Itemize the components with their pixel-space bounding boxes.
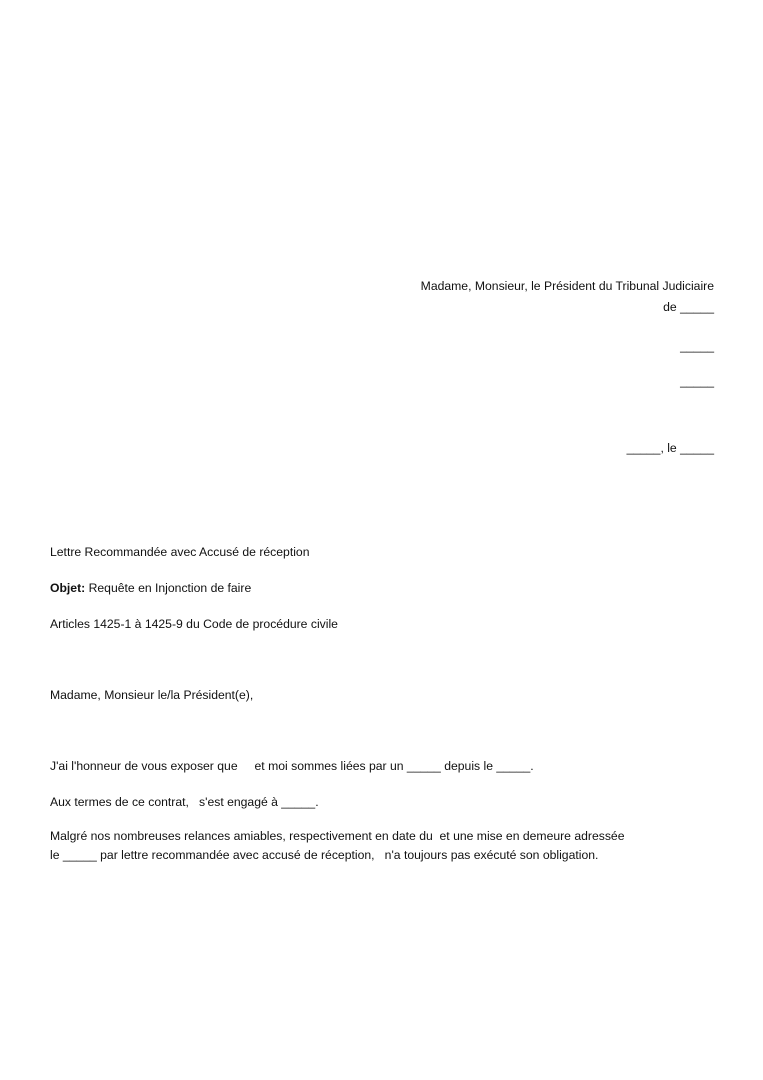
recipient-line-1: Madame, Monsieur, le Président du Tribunal Judiciaire [420, 279, 714, 293]
recipient-line-3: _____ [680, 339, 714, 353]
objet-line [50, 579, 251, 598]
recipient-line-2: de _____ [663, 300, 714, 314]
body-paragraph-1: J'ai l'honneur de vous exposer que et moi sommes liées par un _____ depuis le _____. [50, 759, 534, 773]
mode-envoi: Lettre Recommandée avec Accusé de réception [50, 545, 310, 559]
body-paragraph-3-line-1: Malgré nos nombreuses relances amiables, respectivement en date du et une mise en demeure adressée [50, 829, 625, 843]
objet-label: Objet: [50, 581, 86, 595]
body-paragraph-3-line-2: le _____ par lettre recommandée avec accusé de réception, n'a toujours pas exécuté son obligation. [50, 848, 599, 862]
place-date: _____, le _____ [626, 441, 714, 455]
salutation: Madame, Monsieur le/la Président(e), [50, 688, 254, 702]
articles-reference: Articles 1425-1 à 1425-9 du Code de procédure civile [50, 617, 338, 631]
objet-text: Requête en Injonction de faire [85, 581, 252, 595]
body-paragraph-2: Aux termes de ce contrat, s'est engagé à _____. [50, 795, 319, 809]
recipient-line-4: _____ [680, 374, 714, 388]
